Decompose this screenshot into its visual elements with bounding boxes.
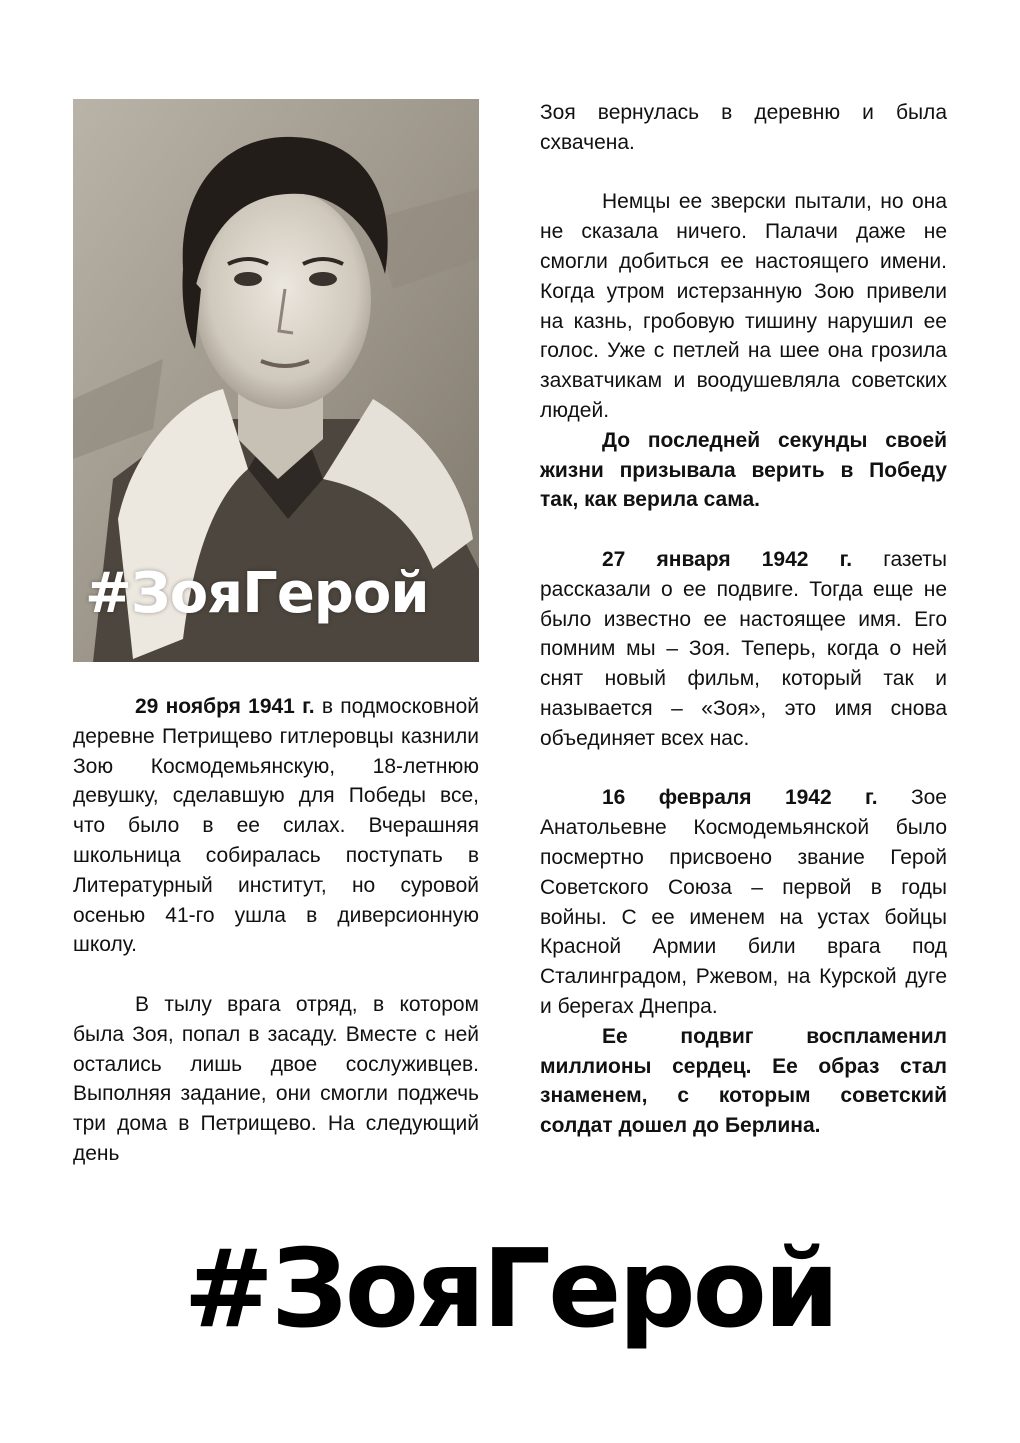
paragraph-text: газеты рассказали о ее подвиге. Тогда еще не было известно ее настоящее имя. Его помним мы – Зоя. Теперь, когда о ней снят новый фильм, который так и называется – «Зоя», это имя снова объединяет всех нас. (540, 547, 947, 750)
paragraph-text: Зоя вернулась в деревню и была схвачена. (540, 101, 947, 154)
paragraph-captured (540, 98, 947, 158)
paragraph-torture (540, 187, 947, 425)
paragraph-legacy (540, 1022, 947, 1141)
paragraph-ambush (73, 990, 479, 1169)
paragraph-hero-title (540, 783, 947, 1021)
paragraph-last-words (540, 426, 947, 515)
paragraph-text: В тылу врага отряд, в котором была Зоя, попал в засаду. Вместе с ней остались лишь двое сослуживцев. Выполняя задание, они смогли поджечь три дома в Петрищево. На следующий день (73, 992, 479, 1165)
paragraph-execution (73, 692, 479, 960)
bold-statement: До последней секунды своей жизни призывала верить в Победу так, как верила сама. (540, 428, 947, 512)
right-text-column (540, 98, 947, 1141)
date-nov-1941: 29 ноября 1941 г. (135, 695, 315, 718)
bold-statement: Ее подвиг воспламенил миллионы сердец. Ее образ стал знаменем, с которым советский солдат дошел до Берлина. (540, 1024, 947, 1138)
paragraph-text: в подмосковной деревне Петрищево гитлеровцы казнили Зою Космодемьянскую, 18-летнюю девушку, сделавшую для Победы все, что было в ее силах. Вчерашняя школьница собиралась поступать в Литературный институт, но суровой осенью 41-го ушла в диверсионную школу. (73, 695, 479, 957)
paragraph-text: Немцы ее зверски пытали, но она не сказала ничего. Палачи даже не смогли добиться ее настоящего имени. Когда утром истерзанную Зою привели на казнь, гробовую тишину нарушил ее голос. Уже с петлей на шее она грозила захватчикам и воодушевляла советских людей. (540, 190, 947, 422)
paragraph-text: Зое Анатольевне Космодемьянской было посмертно присвоено звание Герой Советского Союза – первой в годы войны. С ее именем на устах бойцы Красной Армии били врага под Сталинградом, Ржевом, на Курской дуге и берегах Днепра. (540, 786, 947, 1018)
date-feb-1942: 16 февраля 1942 г. (602, 786, 878, 810)
date-jan-1942: 27 января 1942 г. (602, 547, 853, 571)
left-text-column (73, 692, 479, 1169)
footer-hashtag: #ЗояГерой (183, 1227, 837, 1352)
portrait-photo (73, 99, 479, 662)
photo-hashtag: #ЗояГерой (85, 561, 429, 626)
paragraph-newspapers (540, 545, 947, 754)
